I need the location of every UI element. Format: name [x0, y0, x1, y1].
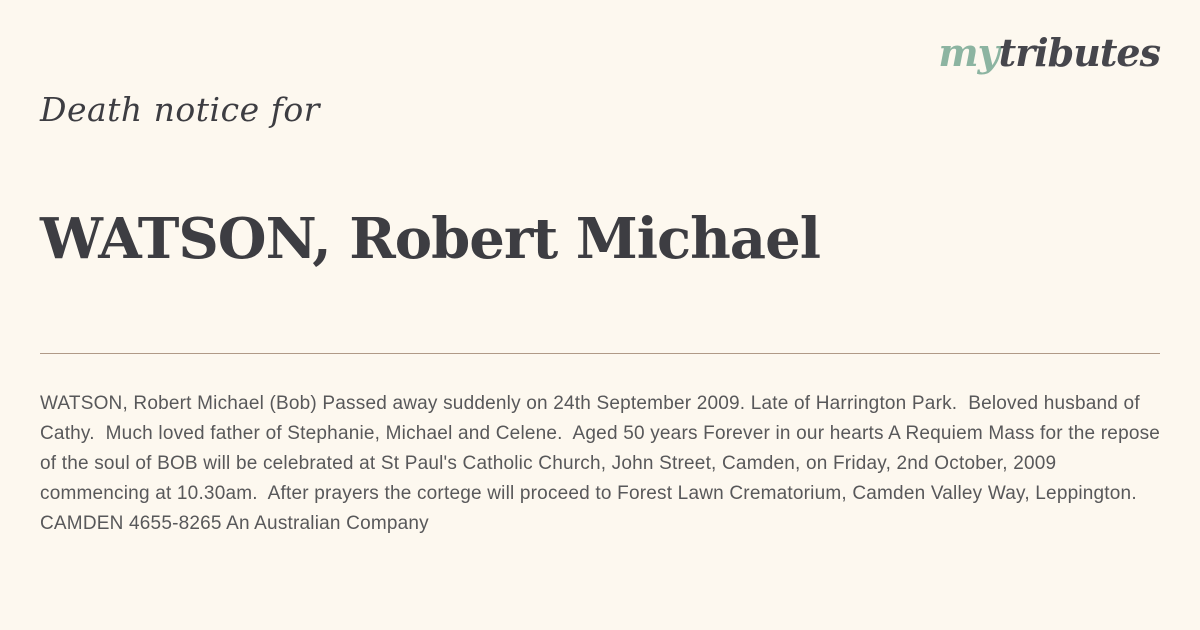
- logo-text-tributes: tributes: [998, 30, 1160, 75]
- notice-kicker: Death notice for: [40, 90, 320, 129]
- divider-line: [40, 353, 1160, 354]
- mytributes-logo: [938, 30, 1160, 75]
- notice-body: WATSON, Robert Michael (Bob) Passed away suddenly on 24th September 2009. Late of Harrington Park. Beloved husband of Cathy. Much loved father of Stephanie, Michael and Celene. Aged 50 years Forever in our hearts A Requiem Mass for the repose of the soul of BOB will be celebrated at St Paul's Catholic Church, John Street, Camden, on Friday, 2nd October, 2009 commencing at 10.30am. After prayers the cortege will proceed to Forest Lawn Crematorium, Camden Valley Way, Leppington. CAMDEN 4655-8265 An Australian Company: [40, 393, 1166, 534]
- page-title: WATSON, Robert Michael: [40, 206, 820, 272]
- logo-text-my: my: [938, 30, 999, 75]
